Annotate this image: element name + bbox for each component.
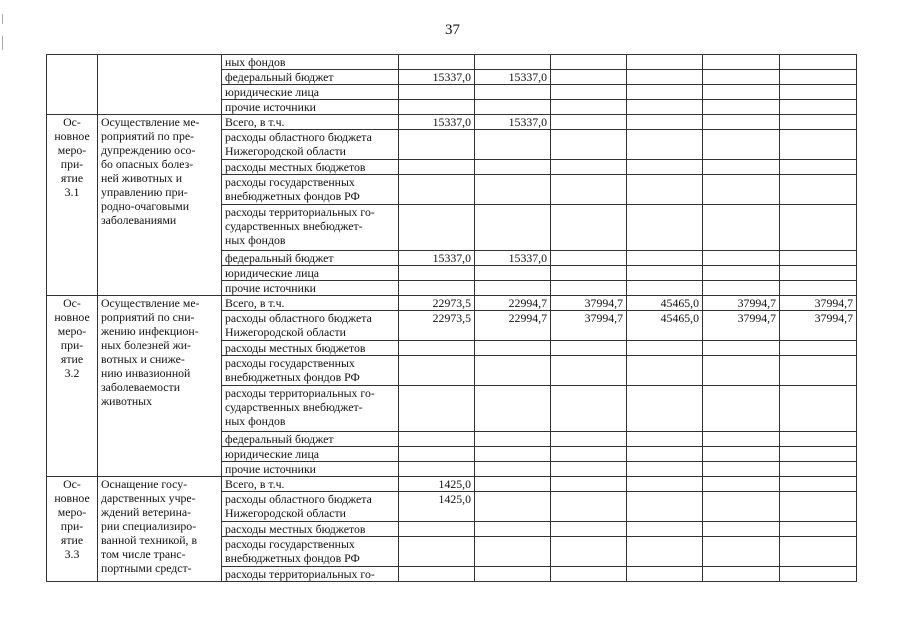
amount-cell [780,205,857,251]
amount-cell [399,356,475,386]
amount-cell [475,205,551,251]
amount-cell [780,462,857,477]
amount-cell [780,251,857,266]
amount-cell [703,447,780,462]
amount-cell [627,115,703,130]
amount-cell [551,522,627,537]
amount-cell: 22973,5 [399,311,475,341]
amount-cell: 1425,0 [399,477,475,492]
amount-cell: 1425,0 [399,492,475,522]
funding-source-cell: федеральный бюджет [222,251,399,266]
amount-cell [780,115,857,130]
funding-source-cell: расходы государственных внебюджетных фондов РФ [222,356,399,386]
amount-cell [475,356,551,386]
funding-source-cell: расходы областного бюджета Нижегородской области [222,130,399,160]
funding-source-cell: юридические лица [222,266,399,281]
amount-cell [551,160,627,175]
amount-cell [475,160,551,175]
amount-cell [703,356,780,386]
amount-cell [399,281,475,296]
amount-cell [399,130,475,160]
amount-cell [627,522,703,537]
amount-cell [399,537,475,567]
amount-cell [780,341,857,356]
amount-cell [627,477,703,492]
amount-cell [780,266,857,281]
amount-cell [627,492,703,522]
amount-cell [703,492,780,522]
amount-cell [780,537,857,567]
amount-cell [399,175,475,205]
measure-code-cell: Ос- новное меро- при- ятие 3.1 [47,115,98,296]
amount-cell [551,266,627,281]
amount-cell [399,100,475,115]
amount-cell: 15337,0 [399,115,475,130]
amount-cell [627,55,703,70]
amount-cell [551,432,627,447]
funding-source-cell: расходы территориальных го- сударственных внебюджет- ных фондов [222,205,399,251]
amount-cell [780,100,857,115]
amount-cell [780,85,857,100]
amount-cell: 37994,7 [551,296,627,311]
amount-cell [475,492,551,522]
amount-cell [475,462,551,477]
amount-cell [551,281,627,296]
amount-cell [780,356,857,386]
amount-cell: 37994,7 [703,311,780,341]
amount-cell [703,160,780,175]
amount-cell [627,130,703,160]
amount-cell [551,537,627,567]
amount-cell [703,537,780,567]
amount-cell [703,205,780,251]
amount-cell [475,130,551,160]
amount-cell [627,70,703,85]
table-row [47,296,857,311]
measure-code-cell: Ос- новное меро- при- ятие 3.2 [47,296,98,477]
amount-cell: 22994,7 [475,296,551,311]
amount-cell [399,205,475,251]
amount-cell [399,85,475,100]
funding-source-cell: Всего, в т.ч. [222,477,399,492]
amount-cell: 22973,5 [399,296,475,311]
amount-cell [780,130,857,160]
amount-cell [551,205,627,251]
amount-cell [627,160,703,175]
funding-source-cell: федеральный бюджет [222,70,399,85]
amount-cell [703,432,780,447]
amount-cell [399,462,475,477]
amount-cell [780,522,857,537]
amount-cell [475,100,551,115]
amount-cell [475,432,551,447]
amount-cell [399,432,475,447]
amount-cell [703,522,780,537]
funding-source-cell: прочие источники [222,281,399,296]
amount-cell [551,477,627,492]
funding-source-cell: расходы местных бюджетов [222,522,399,537]
funding-source-cell: расходы территориальных го- [222,567,399,582]
funding-source-cell: юридические лица [222,85,399,100]
amount-cell [399,447,475,462]
funding-source-cell: прочие источники [222,100,399,115]
amount-cell [551,251,627,266]
amount-cell [475,281,551,296]
funding-source-cell: расходы областного бюджета Нижегородской области [222,311,399,341]
amount-cell [627,341,703,356]
amount-cell [475,55,551,70]
amount-cell [703,130,780,160]
amount-cell [475,522,551,537]
amount-cell [703,85,780,100]
amount-cell [475,341,551,356]
amount-cell [627,537,703,567]
amount-cell: 45465,0 [627,311,703,341]
amount-cell [551,175,627,205]
funding-source-cell: расходы местных бюджетов [222,160,399,175]
amount-cell [780,160,857,175]
funding-source-cell: расходы областного бюджета Нижегородской области [222,492,399,522]
amount-cell [551,447,627,462]
funding-source-cell: расходы местных бюджетов [222,341,399,356]
amount-cell [551,356,627,386]
amount-cell [399,341,475,356]
amount-cell: 37994,7 [780,296,857,311]
funding-source-cell: юридические лица [222,447,399,462]
table-row [47,477,857,492]
amount-cell [627,266,703,281]
funding-source-cell: ных фондов [222,55,399,70]
amount-cell [627,447,703,462]
amount-cell [703,175,780,205]
funding-source-cell: Всего, в т.ч. [222,115,399,130]
amount-cell [551,130,627,160]
amount-cell: 45465,0 [627,296,703,311]
measure-description-cell: Оснащение госу- дарственных учре- ждений ветерина- рии специализиро- ванной техникой, в том числе транс- портными средст- [98,477,222,582]
amount-cell [475,386,551,432]
measure-description-cell: Осуществление ме- роприятий по пре- дупреждению осо- бо опасных болез- ней животных и управлению при- родно-очаговыми заболеваниями [98,115,222,296]
amount-cell: 15337,0 [475,70,551,85]
amount-cell: 15337,0 [399,70,475,85]
budget-table-body [47,55,857,582]
amount-cell [399,522,475,537]
amount-cell [627,432,703,447]
amount-cell [703,281,780,296]
amount-cell [399,266,475,281]
amount-cell: 22994,7 [475,311,551,341]
amount-cell [627,251,703,266]
amount-cell: 37994,7 [703,296,780,311]
amount-cell [551,55,627,70]
amount-cell [703,462,780,477]
amount-cell [399,55,475,70]
table-row [47,55,857,70]
amount-cell [780,492,857,522]
amount-cell [475,567,551,582]
amount-cell [627,356,703,386]
amount-cell [551,100,627,115]
budget-table [46,54,857,582]
measure-code-cell: Ос- новное меро- при- ятие 3.3 [47,477,98,582]
amount-cell [475,447,551,462]
page-number: 37 [445,22,460,38]
amount-cell [780,432,857,447]
amount-cell [551,492,627,522]
amount-cell [551,567,627,582]
amount-cell [627,462,703,477]
amount-cell [627,205,703,251]
measure-description-cell [98,55,222,115]
amount-cell [399,567,475,582]
amount-cell [551,386,627,432]
amount-cell [703,70,780,85]
amount-cell [551,462,627,477]
amount-cell [627,85,703,100]
amount-cell [780,175,857,205]
amount-cell [780,447,857,462]
amount-cell [780,386,857,432]
amount-cell [627,567,703,582]
amount-cell [627,100,703,115]
amount-cell [780,281,857,296]
amount-cell [703,115,780,130]
funding-source-cell: расходы государственных внебюджетных фондов РФ [222,175,399,205]
amount-cell [703,266,780,281]
amount-cell [780,477,857,492]
amount-cell: 37994,7 [780,311,857,341]
amount-cell [703,341,780,356]
measure-description-cell: Осуществление ме- роприятий по сни- жению инфекцион- ных болезней жи- вотных и сниже- нию инвазионной заболеваемости животных [98,296,222,477]
amount-cell: 37994,7 [551,311,627,341]
amount-cell: 15337,0 [475,251,551,266]
amount-cell [780,70,857,85]
amount-cell: 15337,0 [399,251,475,266]
measure-code-cell [47,55,98,115]
amount-cell [780,567,857,582]
scan-edge-mark [2,36,3,50]
table-row [47,115,857,130]
amount-cell [475,266,551,281]
amount-cell [399,386,475,432]
amount-cell [551,115,627,130]
amount-cell [475,85,551,100]
amount-cell [780,55,857,70]
funding-source-cell: расходы территориальных го- сударственных внебюджет- ных фондов [222,386,399,432]
amount-cell [627,175,703,205]
amount-cell [703,386,780,432]
funding-source-cell: расходы государственных внебюджетных фондов РФ [222,537,399,567]
amount-cell [627,281,703,296]
scan-edge-mark [2,14,3,24]
amount-cell [551,341,627,356]
amount-cell [475,537,551,567]
amount-cell [703,55,780,70]
amount-cell [551,70,627,85]
amount-cell [703,100,780,115]
funding-source-cell: Всего, в т.ч. [222,296,399,311]
amount-cell [627,386,703,432]
amount-cell [703,251,780,266]
funding-source-cell: федеральный бюджет [222,432,399,447]
amount-cell [399,160,475,175]
funding-source-cell: прочие источники [222,462,399,477]
amount-cell [475,477,551,492]
amount-cell [551,85,627,100]
amount-cell [703,477,780,492]
amount-cell: 15337,0 [475,115,551,130]
amount-cell [703,567,780,582]
amount-cell [475,175,551,205]
